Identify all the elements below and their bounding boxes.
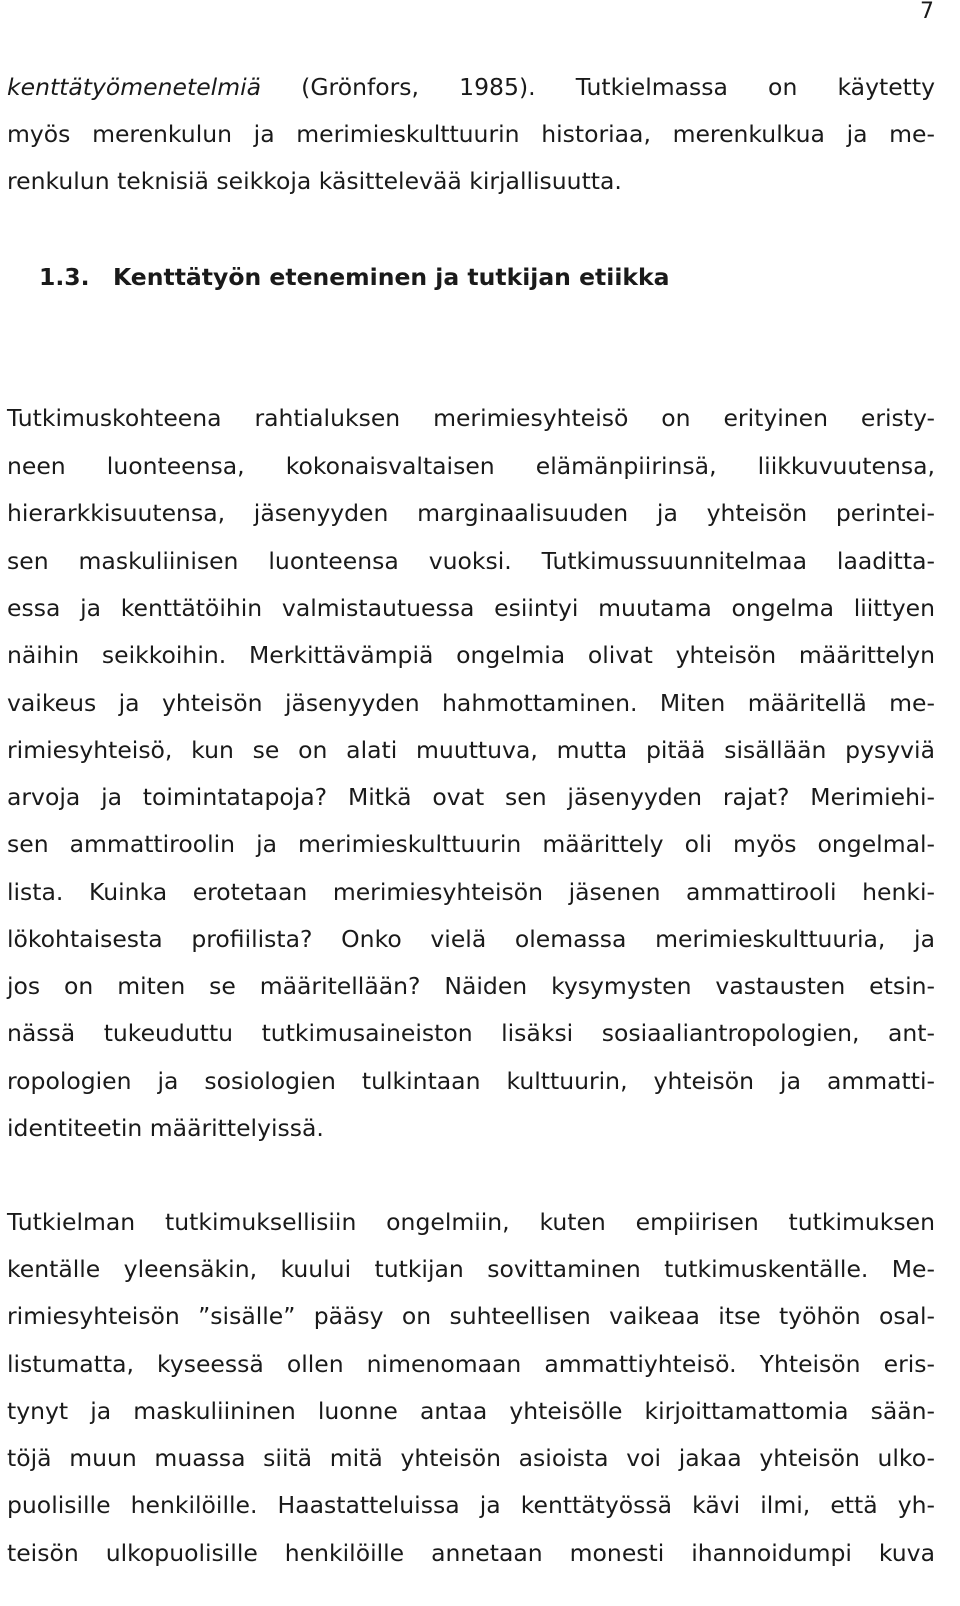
- paragraph-line: puolisille henkilöille. Haastatteluissa ja kenttätyössä kävi ilmi, että yh-: [7, 1491, 935, 1519]
- paragraph-line: lista. Kuinka erotetaan merimiesyhteisön jäsenen ammattirooli henki-: [7, 878, 935, 906]
- intro-line-1-rest: (Grönfors, 1985). Tutkielmassa on käytetty: [301, 73, 935, 101]
- paragraph-line: Tutkimuskohteena rahtialuksen merimiesyhteisö on erityinen eristy-: [7, 404, 935, 432]
- paragraph-line: lökohtaisesta profiilista? Onko vielä olemassa merimieskulttuuria, ja: [7, 925, 935, 953]
- paragraph-line: sen ammattiroolin ja merimieskulttuurin määrittely oli myös ongelmal-: [7, 830, 935, 858]
- paragraph-line: töjä muun muassa siitä mitä yhteisön asioista voi jakaa yhteisön ulko-: [7, 1444, 935, 1472]
- intro-line-2: myös merenkulun ja merimieskulttuurin historiaa, merenkulkua ja me-: [7, 120, 935, 148]
- paragraph-line: essa ja kenttätöihin valmistautuessa esiintyi muutama ongelma liittyen: [7, 594, 935, 622]
- paragraph-line: rimiesyhteisön ”sisälle” pääsy on suhteellisen vaikeaa itse työhön osal-: [7, 1302, 935, 1330]
- paragraph-line: identiteetin määrittelyissä.: [7, 1114, 324, 1142]
- paragraph-line: ropologien ja sosiologien tulkintaan kulttuurin, yhteisön ja ammatti-: [7, 1067, 935, 1095]
- intro-line-3: renkulun teknisiä seikkoja käsittelevää kirjallisuutta.: [7, 167, 622, 195]
- paragraph-line: kentälle yleensäkin, kuului tutkijan sovittaminen tutkimuskentälle. Me-: [7, 1255, 935, 1283]
- paragraph-line: Tutkielman tutkimuksellisiin ongelmiin, kuten empiirisen tutkimuksen: [7, 1208, 935, 1236]
- paragraph-line: listumatta, kyseessä ollen nimenomaan ammattiyhteisö. Yhteisön eris-: [7, 1350, 935, 1378]
- section-number: 1.3.: [39, 263, 90, 291]
- paragraph-line: hierarkkisuutensa, jäsenyyden marginaalisuuden ja yhteisön perintei-: [7, 499, 935, 527]
- section-heading: [39, 262, 670, 292]
- paragraph-line: näihin seikkoihin. Merkittävämpiä ongelmia olivat yhteisön määrittelyn: [7, 641, 935, 669]
- paragraph-line: sen maskuliinisen luonteensa vuoksi. Tutkimussuunnitelmaa laaditta-: [7, 547, 935, 575]
- intro-line-1: [7, 72, 935, 102]
- paragraph-line: neen luonteensa, kokonaisvaltaisen elämänpiirinsä, liikkuvuutensa,: [7, 452, 935, 480]
- paragraph-line: jos on miten se määritellään? Näiden kysymysten vastausten etsin-: [7, 972, 935, 1000]
- paragraph-line: nässä tukeuduttu tutkimusaineiston lisäksi sosiaaliantropologien, ant-: [7, 1019, 935, 1047]
- page-number: 7: [920, 0, 934, 24]
- section-title: Kenttätyön eteneminen ja tutkijan etiikka: [113, 263, 670, 291]
- paragraph-line: vaikeus ja yhteisön jäsenyyden hahmottaminen. Miten määritellä me-: [7, 689, 935, 717]
- paragraph-line: tynyt ja maskuliininen luonne antaa yhteisölle kirjoittamattomia sään-: [7, 1397, 935, 1425]
- paragraph-line: teisön ulkopuolisille henkilöille annetaan monesti ihannoidumpi kuva: [7, 1539, 935, 1567]
- paragraph-line: rimiesyhteisö, kun se on alati muuttuva, mutta pitää sisällään pysyviä: [7, 736, 935, 764]
- italic-term: kenttätyömenetelmiä: [7, 73, 262, 101]
- paragraph-line: arvoja ja toimintatapoja? Mitkä ovat sen jäsenyyden rajat? Merimiehi-: [7, 783, 935, 811]
